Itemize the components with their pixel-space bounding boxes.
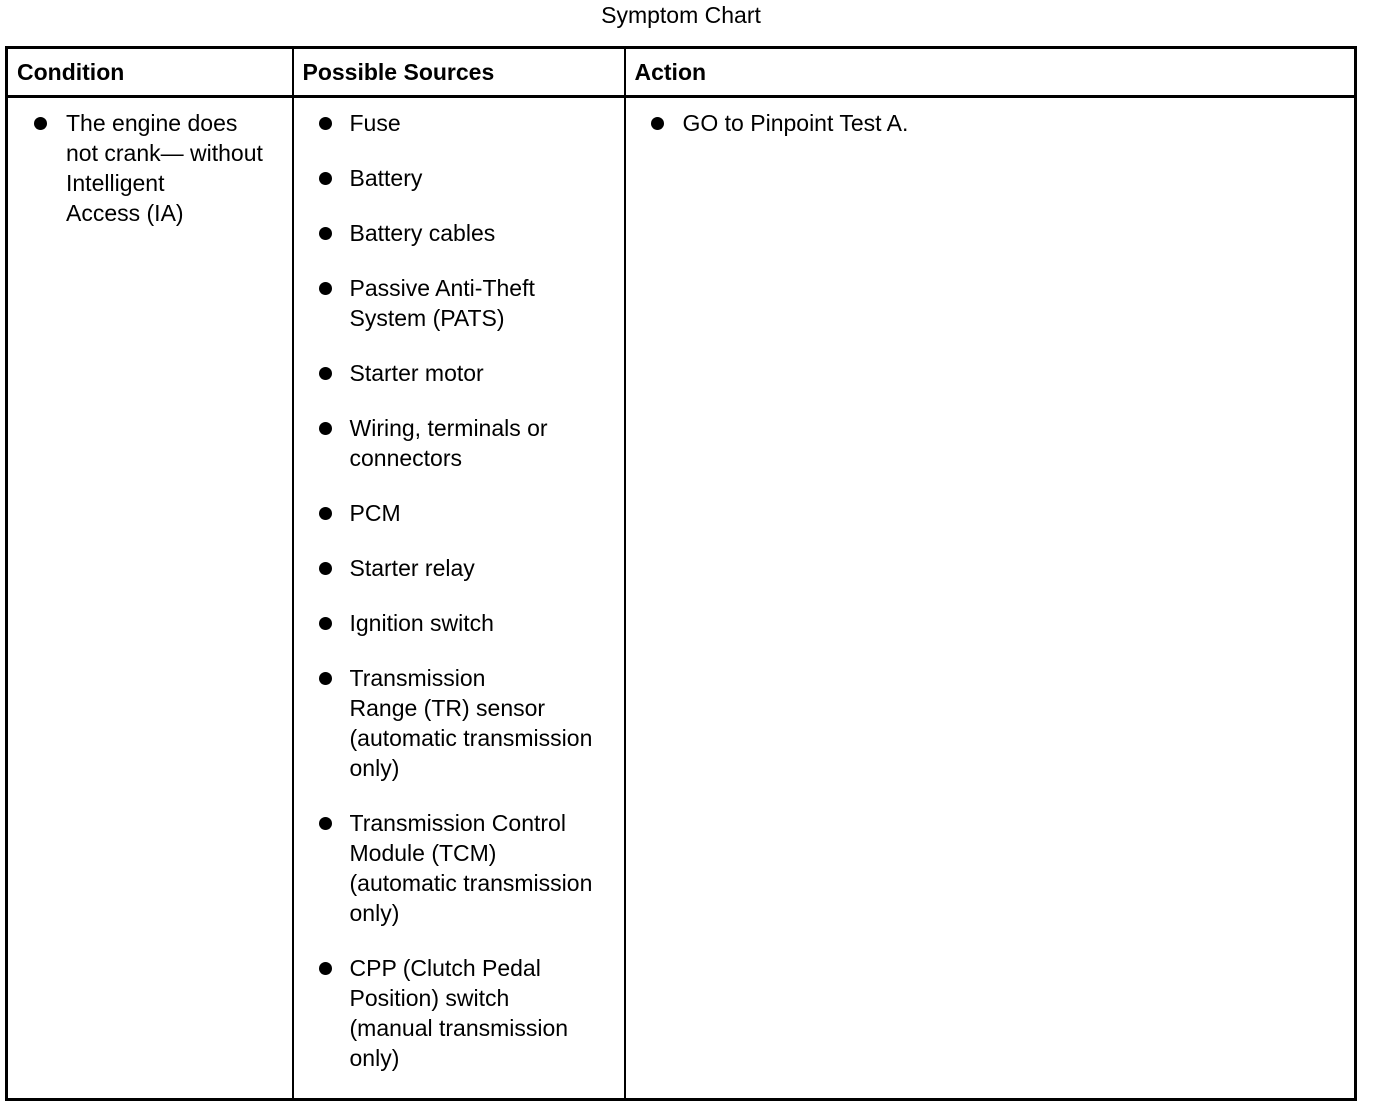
source-line: System (PATS) (349, 305, 505, 331)
source-line: Starter relay (349, 555, 475, 581)
action-item (626, 108, 1355, 138)
source-line: Ignition switch (349, 610, 494, 636)
source-item (294, 608, 624, 638)
source-line: Battery cables (349, 220, 496, 246)
source-line: (automatic transmission (349, 725, 593, 751)
bullet-icon (319, 227, 332, 240)
symptom-chart-table (5, 46, 1357, 1101)
condition-item (8, 108, 292, 228)
bullet-icon (319, 282, 332, 295)
source-item (294, 808, 624, 928)
source-item (294, 498, 624, 528)
source-line: (automatic transmission (349, 870, 593, 896)
source-line: Starter motor (349, 360, 484, 386)
source-line: Battery (349, 165, 423, 191)
header-row (7, 48, 1356, 97)
bullet-icon (34, 117, 47, 130)
source-item (294, 218, 624, 248)
action-list (626, 108, 1355, 138)
source-line: PCM (349, 500, 401, 526)
bullet-icon (319, 172, 332, 185)
source-line: connectors (349, 445, 463, 471)
action-header: Action (625, 48, 1356, 97)
bullet-icon (319, 617, 332, 630)
source-line: (manual transmission (349, 1015, 569, 1041)
possible-sources-list (294, 108, 624, 1073)
bullet-icon (319, 507, 332, 520)
source-item (294, 108, 624, 138)
possible-sources-cell (293, 97, 625, 1100)
source-line: only) (349, 755, 400, 781)
table-row (7, 97, 1356, 1100)
source-item (294, 163, 624, 193)
bullet-icon (319, 117, 332, 130)
source-line: Position) switch (349, 985, 510, 1011)
source-line: Transmission (349, 665, 486, 691)
bullet-icon (319, 672, 332, 685)
condition-line: The engine does (66, 110, 238, 136)
source-item (294, 358, 624, 388)
page-title: Symptom Chart (601, 2, 761, 28)
action-cell (625, 97, 1356, 1100)
bullet-icon (319, 422, 332, 435)
bullet-icon (319, 367, 332, 380)
bullet-icon (319, 562, 332, 575)
source-item (294, 953, 624, 1073)
action-text: GO to Pinpoint Test A. (682, 110, 909, 136)
condition-list (8, 108, 292, 228)
condition-line: not crank— without (66, 140, 263, 166)
source-line: CPP (Clutch Pedal (349, 955, 541, 981)
bullet-icon (319, 817, 332, 830)
bullet-icon (319, 962, 332, 975)
bullet-icon (651, 117, 664, 130)
condition-cell (7, 97, 293, 1100)
condition-line: Intelligent (66, 170, 165, 196)
condition-header: Condition (7, 48, 293, 97)
source-line: only) (349, 900, 400, 926)
source-line: Range (TR) sensor (349, 695, 546, 721)
source-line: Fuse (349, 110, 401, 136)
possible-sources-header: Possible Sources (293, 48, 625, 97)
source-line: Wiring, terminals or (349, 415, 548, 441)
source-item (294, 413, 624, 473)
source-line: Module (TCM) (349, 840, 497, 866)
source-line: Transmission Control (349, 810, 566, 836)
source-item (294, 273, 624, 333)
source-item (294, 553, 624, 583)
condition-line: Access (IA) (66, 200, 184, 226)
source-line: Passive Anti-Theft (349, 275, 535, 301)
source-item (294, 663, 624, 783)
source-line: only) (349, 1045, 400, 1071)
